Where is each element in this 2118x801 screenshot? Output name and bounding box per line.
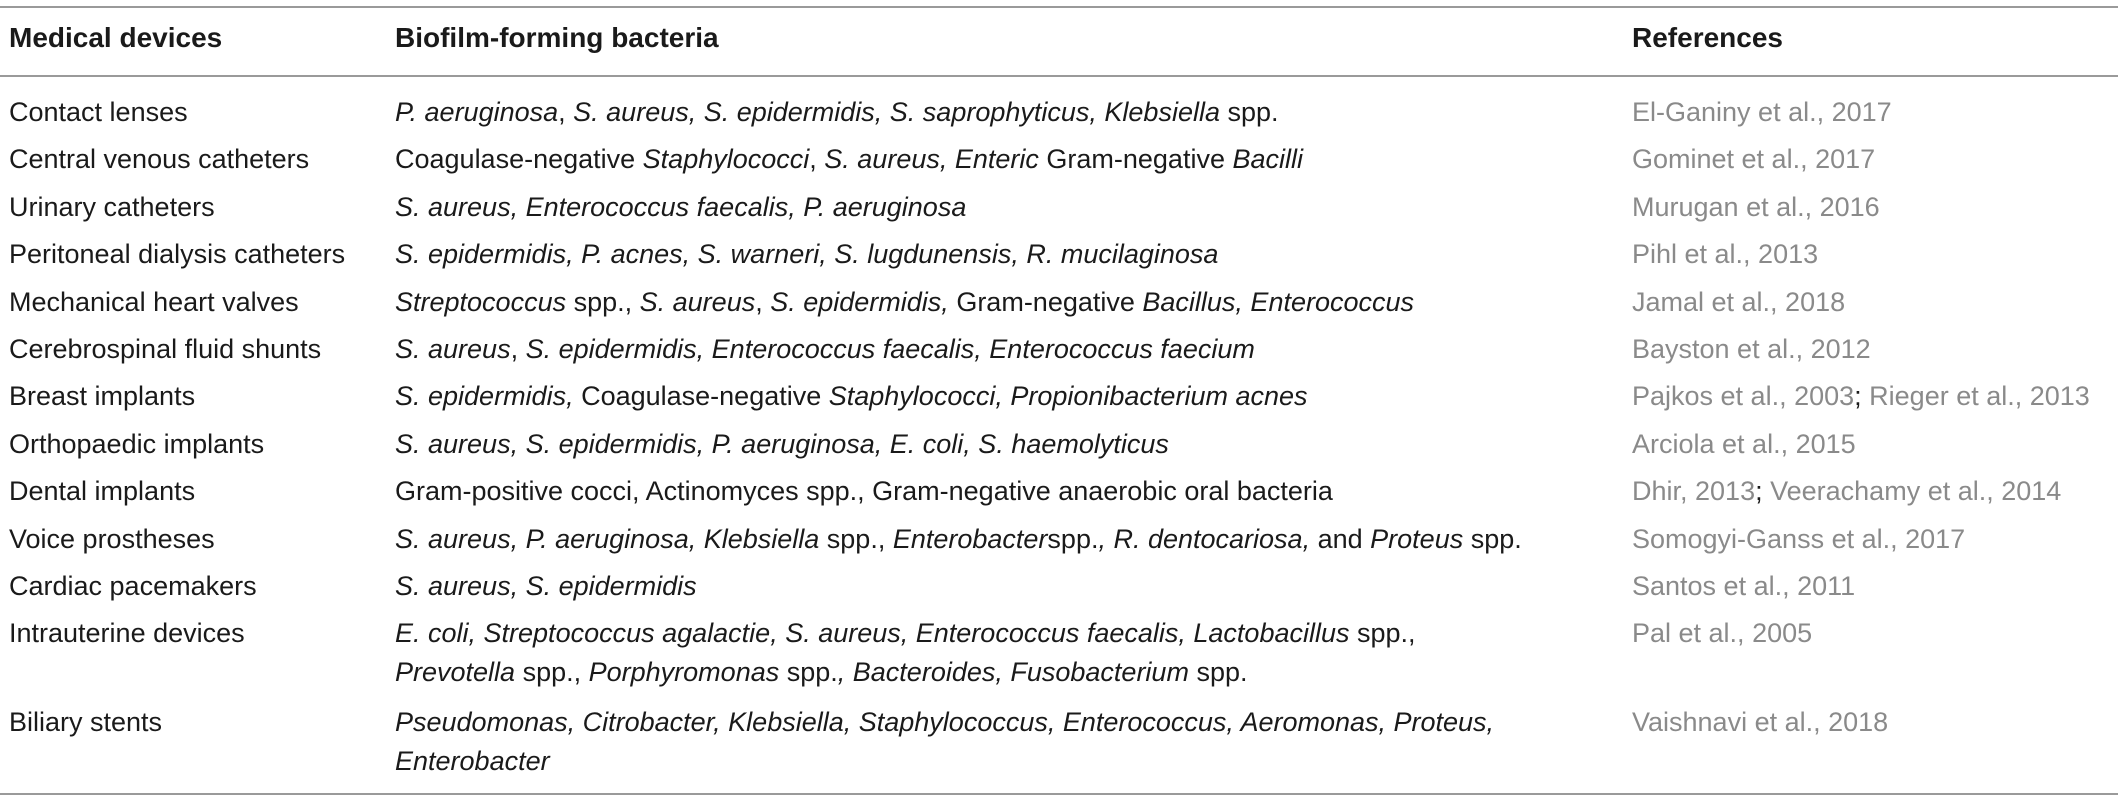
bacteria-cell <box>395 377 1308 416</box>
bacteria-name-italic: S. epidermidis, <box>770 286 949 317</box>
bacteria-name-italic: S. epidermidis, Enterococcus faecalis, Enterococcus faecium <box>525 333 1255 364</box>
bacteria-cell <box>395 188 966 227</box>
reference-link[interactable]: Somogyi-Ganss et al., 2017 <box>1632 523 1966 554</box>
table-bottom-rule <box>0 793 2118 795</box>
bacteria-text: Gram-negative <box>1038 144 1233 175</box>
bacteria-name-italic: Staphylococci, Propionibacterium acnes <box>828 381 1308 412</box>
device-cell: Contact lenses <box>9 97 188 127</box>
device-cell: Mechanical heart valves <box>9 286 299 317</box>
bacteria-text: spp. <box>1463 523 1522 554</box>
bacteria-name-italic: S. aureus <box>395 333 511 364</box>
bacteria-text: spp., <box>819 523 893 554</box>
references-cell <box>1632 425 1856 464</box>
bacteria-text: spp., <box>1349 618 1416 649</box>
references-cell <box>1632 567 1855 606</box>
bacteria-line <box>395 703 1494 742</box>
bacteria-name-italic: , Bacteroides, Fusobacterium <box>837 657 1189 688</box>
reference-link[interactable]: Arciola et al., 2015 <box>1632 428 1856 459</box>
reference-link[interactable]: Dhir, 2013 <box>1632 476 1756 507</box>
bacteria-name-italic: Enterobacter <box>395 745 550 776</box>
reference-link[interactable]: Jamal et al., 2018 <box>1632 286 1846 317</box>
references-cell <box>1632 472 2061 511</box>
bacteria-name-italic: Proteus <box>1370 523 1464 554</box>
references-cell <box>1632 283 1845 322</box>
table-row <box>0 703 2118 792</box>
reference-link[interactable]: Rieger et al., 2013 <box>1869 381 2090 412</box>
bacteria-name-italic: S. epidermidis, P. acnes, S. warneri, S. lugdunensis, R. mucilaginosa <box>395 239 1219 270</box>
bacteria-text: spp. <box>779 657 838 688</box>
bacteria-line <box>395 235 1218 274</box>
device-cell: Urinary catheters <box>9 191 215 222</box>
bacteria-name-italic: Streptococcus <box>395 286 567 317</box>
bacteria-text: spp. <box>1219 97 1279 127</box>
table-row <box>0 425 2118 472</box>
bacteria-cell <box>395 330 1255 369</box>
bacteria-text: , <box>558 97 574 127</box>
reference-link[interactable]: Murugan et al., 2016 <box>1632 191 1880 222</box>
reference-link[interactable]: Bayston et al., 2012 <box>1632 333 1871 364</box>
table-row <box>0 283 2118 330</box>
device-cell: Breast implants <box>9 381 196 412</box>
reference-link[interactable]: Gominet et al., 2017 <box>1632 144 1876 175</box>
bacteria-name-italic: E. coli, Streptococcus agalactie, S. aureus, Enterococcus faecalis, Lactobacillus <box>395 618 1350 649</box>
bacteria-cell <box>395 567 697 606</box>
table-row <box>0 520 2118 567</box>
table-row <box>0 614 2118 703</box>
bacteria-text: Gram-negative <box>948 286 1143 317</box>
references-cell <box>1632 614 1812 653</box>
bacteria-name-italic: S. aureus, S. epidermidis <box>395 570 697 601</box>
bacteria-text: Coagulase-negative <box>395 144 643 175</box>
reference-separator: ; <box>1755 476 1771 507</box>
references-cell <box>1632 520 1965 559</box>
reference-link[interactable]: Vaishnavi et al., 2018 <box>1632 706 1889 737</box>
device-cell: Intrauterine devices <box>9 618 245 649</box>
reference-link[interactable]: Pajkos et al., 2003 <box>1632 381 1855 412</box>
bacteria-text: , <box>510 333 526 364</box>
bacteria-text: spp., <box>566 286 640 317</box>
table-row <box>0 140 2118 187</box>
reference-link[interactable]: Pihl et al., 2013 <box>1632 239 1819 270</box>
bacteria-text: spp., <box>515 657 589 688</box>
reference-separator: ; <box>1854 381 1870 412</box>
bacteria-line <box>395 425 1169 464</box>
reference-link[interactable]: Veerachamy et al., 2014 <box>1770 476 2062 507</box>
bacteria-line <box>395 377 1308 416</box>
references-cell <box>1632 330 1871 369</box>
bacteria-name-italic: S. epidermidis, <box>395 381 574 412</box>
bacteria-cell <box>395 472 1333 511</box>
reference-link[interactable]: Pal et al., 2005 <box>1632 618 1813 649</box>
bacteria-text: spp. <box>1188 657 1248 688</box>
references-cell <box>1632 235 1818 274</box>
bacteria-line <box>395 188 966 227</box>
device-cell: Cardiac pacemakers <box>9 570 257 601</box>
bacteria-name-italic: S. aureus, P. aeruginosa, Klebsiella <box>395 523 820 554</box>
bacteria-name-italic: , R. dentocariosa, <box>1098 523 1311 554</box>
table-body <box>0 93 2118 791</box>
device-cell: Voice prostheses <box>9 523 215 554</box>
table-header-row <box>0 22 2118 62</box>
bacteria-cell <box>395 93 1279 132</box>
bacteria-text: and <box>1310 523 1371 554</box>
bacteria-name-italic: S. aureus, Enteric <box>824 144 1039 175</box>
table-header-rule <box>0 75 2118 77</box>
bacteria-line <box>395 742 1494 781</box>
bacteria-cell <box>395 425 1169 464</box>
bacteria-line <box>395 140 1303 179</box>
bacteria-name-italic: Bacillus, Enterococcus <box>1142 286 1415 317</box>
table-row <box>0 93 2118 140</box>
bacteria-cell <box>395 140 1303 179</box>
references-cell <box>1632 188 1880 227</box>
bacteria-name-italic: S. aureus, Enterococcus faecalis, P. aeruginosa <box>395 191 967 222</box>
device-cell: Dental implants <box>9 476 196 507</box>
table-row <box>0 567 2118 614</box>
references-cell <box>1632 377 2090 416</box>
bacteria-name-italic: Enterobacter <box>892 523 1048 554</box>
bacteria-line <box>395 283 1414 322</box>
bacteria-text: , <box>755 286 771 317</box>
bacteria-line <box>395 520 1522 559</box>
reference-link[interactable]: Santos et al., 2011 <box>1632 570 1856 601</box>
header-references: References <box>1632 22 1783 53</box>
bacteria-line <box>395 472 1333 511</box>
bacteria-name-italic: Bacilli <box>1232 144 1303 175</box>
bacteria-text: , <box>809 144 825 175</box>
header-biofilm-bacteria: Biofilm-forming bacteria <box>395 22 719 53</box>
device-cell: Biliary stents <box>9 706 163 737</box>
references-cell <box>1632 93 1892 132</box>
table-top-rule <box>0 6 2118 8</box>
references-cell <box>1632 140 1875 179</box>
table-row <box>0 188 2118 235</box>
bacteria-name-italic: P. aeruginosa <box>395 97 559 127</box>
bacteria-cell <box>395 235 1218 274</box>
bacteria-line <box>395 93 1279 132</box>
bacteria-name-italic: S. aureus <box>639 286 756 317</box>
device-cell: Central venous catheters <box>9 144 310 175</box>
bacteria-line <box>395 614 1416 653</box>
bacteria-cell <box>395 614 1416 692</box>
table-row <box>0 235 2118 282</box>
bacteria-cell <box>395 703 1494 781</box>
bacteria-name-italic: Porphyromonas <box>588 657 780 688</box>
header-medical-devices: Medical devices <box>9 22 223 53</box>
bacteria-line <box>395 567 697 606</box>
device-cell: Peritoneal dialysis catheters <box>9 239 346 270</box>
table-row <box>0 472 2118 519</box>
bacteria-name-italic: S. aureus, S. epidermidis, P. aeruginosa, E. coli, S. haemolyticus <box>395 428 1169 459</box>
bacteria-cell <box>395 283 1414 322</box>
bacteria-line <box>395 653 1416 692</box>
bacteria-name-italic: Pseudomonas, Citrobacter, Klebsiella, Staphylococcus, Enterococcus, Aeromonas, Proteus, <box>395 706 1495 737</box>
bacteria-text: Coagulase-negative <box>573 381 829 412</box>
reference-link[interactable]: El-Ganiny et al., 2017 <box>1632 97 1892 127</box>
bacteria-name-italic: Staphylococci <box>642 144 810 175</box>
bacteria-line <box>395 330 1255 369</box>
table-row <box>0 330 2118 377</box>
bacteria-name-italic: S. aureus, S. epidermidis, S. saprophyticus, Klebsiella <box>573 97 1220 127</box>
references-cell <box>1632 703 1888 742</box>
bacteria-cell <box>395 520 1522 559</box>
table-row <box>0 377 2118 424</box>
device-cell: Cerebrospinal fluid shunts <box>9 333 322 364</box>
device-cell: Orthopaedic implants <box>9 428 265 459</box>
bacteria-name-italic: Prevotella <box>395 657 516 688</box>
bacteria-text: spp. <box>1047 523 1099 554</box>
bacteria-text: Gram-positive cocci, Actinomyces spp., Gram-negative anaerobic oral bacteria <box>395 476 1333 507</box>
